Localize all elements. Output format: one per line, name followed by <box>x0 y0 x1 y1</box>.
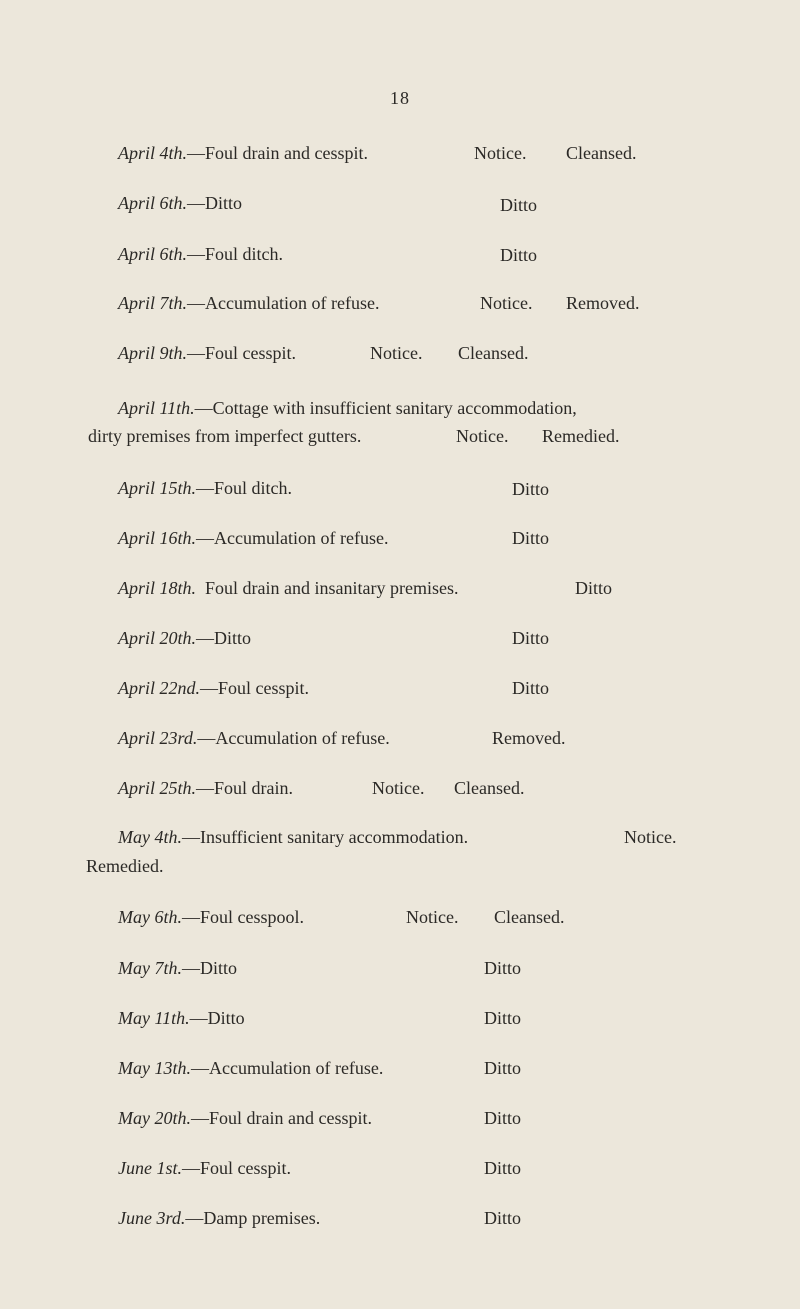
entry-april-6a <box>118 188 242 218</box>
entry-text: —Foul cesspit. <box>187 343 297 363</box>
entry-text: —Cottage with insufficient sanitary accommodation, <box>194 398 577 418</box>
entry-result: Removed. <box>566 293 640 313</box>
entry-may-6 <box>118 902 304 932</box>
entry-action: Notice. <box>372 778 425 798</box>
entry-text: —Foul drain and cesspit. <box>190 1108 372 1128</box>
entry-april-20 <box>118 623 251 653</box>
entry-date: April 4th. <box>118 143 188 163</box>
entry-text: —Foul drain. <box>196 778 294 798</box>
entry-action: Notice. <box>406 907 459 927</box>
entry-date: April 25th. <box>118 778 197 798</box>
entry-date: April 7th. <box>118 293 188 313</box>
entry-result: Cleansed. <box>454 778 525 798</box>
entry-action: Notice. <box>474 143 527 163</box>
entry-date: June 3rd. <box>118 1208 186 1228</box>
entry-action: Notice. <box>370 343 423 363</box>
entry-text: —Ditto <box>181 958 237 978</box>
entry-text: —Foul cesspit. <box>200 678 310 698</box>
entry-date: April 16th. <box>118 528 197 548</box>
entry-june-1 <box>118 1153 291 1183</box>
entry-april-6b <box>118 239 283 269</box>
entry-action: Ditto <box>484 1108 522 1128</box>
entry-text: —Accumulation of refuse. <box>190 1058 384 1078</box>
entry-action: Ditto <box>500 195 538 215</box>
entry-date: June 1st. <box>118 1158 182 1178</box>
entry-text: —Foul drain and cesspit. <box>187 143 368 163</box>
entry-april-22 <box>118 673 309 703</box>
entry-date: April 18th. <box>118 578 197 598</box>
entry-date: May 4th. <box>118 827 182 847</box>
entry-action: Ditto <box>484 958 522 978</box>
entry-date: April 20th. <box>118 628 197 648</box>
entry-action: Notice. <box>456 426 509 446</box>
entry-text: —Accumulation of refuse. <box>187 293 380 313</box>
entry-may-20 <box>118 1103 372 1133</box>
entry-text: —Foul cesspool. <box>181 907 304 927</box>
entry-may-11 <box>118 1003 245 1033</box>
entry-date: April 9th. <box>118 343 188 363</box>
entry-date: May 7th. <box>118 958 182 978</box>
entry-text: —Ditto <box>196 628 252 648</box>
entry-text: —Insufficient sanitary accommodation. <box>181 827 469 847</box>
entry-action: Ditto <box>512 678 550 698</box>
entry-april-23 <box>118 723 390 753</box>
entry-action: Ditto <box>484 1158 522 1178</box>
entry-text: —Accumulation of refuse. <box>197 728 390 748</box>
entry-date: April 6th. <box>118 244 188 264</box>
entry-action: Notice. <box>624 827 677 847</box>
entry-april-16 <box>118 523 388 553</box>
entry-april-11 <box>118 393 577 423</box>
entry-action: Ditto <box>484 1208 522 1228</box>
entry-action: Ditto <box>500 245 538 265</box>
entry-date: April 22nd. <box>118 678 201 698</box>
entry-date: April 11th. <box>118 398 195 418</box>
entry-result: Cleansed. <box>566 143 637 163</box>
entry-action: Ditto <box>512 628 550 648</box>
entry-april-9 <box>118 338 296 368</box>
entry-text: —Foul ditch. <box>196 478 293 498</box>
entry-action: Ditto <box>512 528 550 548</box>
entry-june-3 <box>118 1203 320 1233</box>
entry-action: Ditto <box>575 578 613 598</box>
entry-april-25 <box>118 773 293 803</box>
page-number: 18 <box>390 88 410 108</box>
entry-text: —Damp premises. <box>185 1208 321 1228</box>
entry-text: —Ditto <box>189 1008 245 1028</box>
entry-date: May 20th. <box>118 1108 191 1128</box>
entry-text: Foul drain and insanitary premises. <box>205 578 459 598</box>
entry-april-7 <box>118 288 379 318</box>
entry-text: —Accumulation of refuse. <box>196 528 389 548</box>
entry-action: Removed. <box>492 728 566 748</box>
entry-may-7 <box>118 953 237 983</box>
entry-text: —Ditto <box>187 193 243 213</box>
entry-date: April 23rd. <box>118 728 198 748</box>
entry-text-continued: Remedied. <box>86 856 164 876</box>
entry-text: —Foul ditch. <box>187 244 284 264</box>
entry-may-13 <box>118 1053 383 1083</box>
entry-action: Ditto <box>484 1008 522 1028</box>
entry-date: May 11th. <box>118 1008 190 1028</box>
entry-action: Notice. <box>480 293 533 313</box>
entry-text-continued: dirty premises from imperfect gutters. <box>88 426 362 446</box>
entry-date: May 13th. <box>118 1058 191 1078</box>
entry-result: Cleansed. <box>458 343 529 363</box>
entry-date: May 6th. <box>118 907 182 927</box>
entry-date: April 15th. <box>118 478 197 498</box>
entry-april-15 <box>118 473 292 503</box>
entry-date: April 6th. <box>118 193 188 213</box>
entry-april-18 <box>118 573 458 603</box>
entry-text: —Foul cesspit. <box>181 1158 291 1178</box>
entry-april-4 <box>118 138 368 168</box>
entry-result: Remedied. <box>542 426 620 446</box>
entry-action: Ditto <box>512 479 550 499</box>
entry-may-4 <box>118 822 468 852</box>
entry-action: Ditto <box>484 1058 522 1078</box>
entry-result: Cleansed. <box>494 907 565 927</box>
